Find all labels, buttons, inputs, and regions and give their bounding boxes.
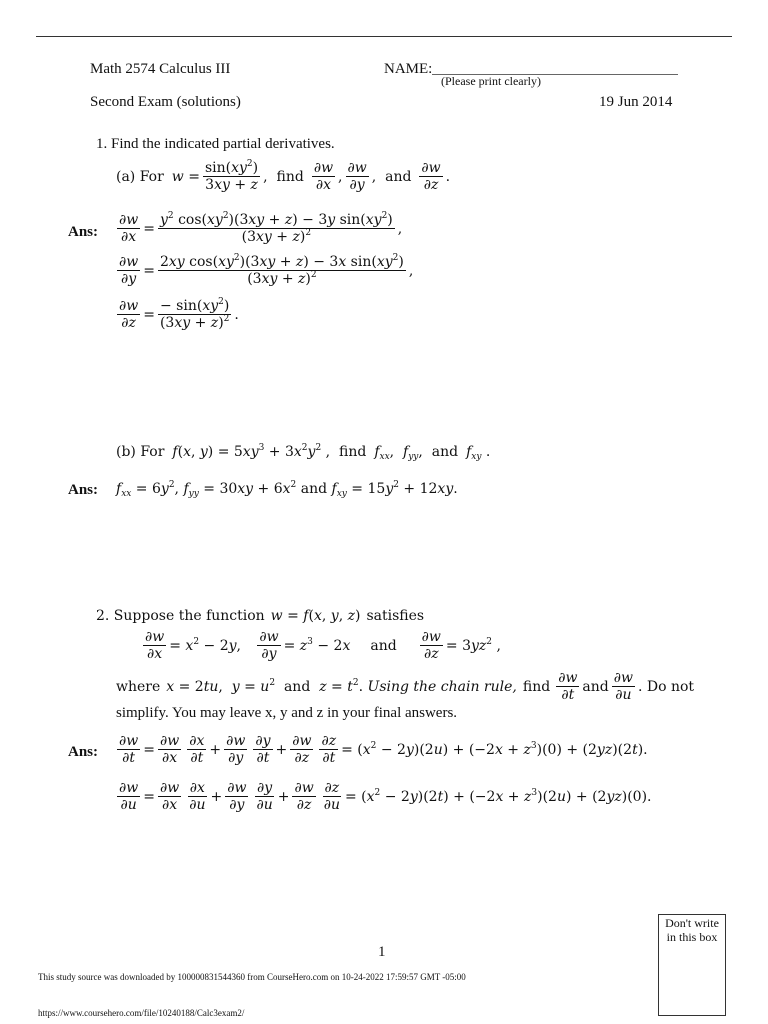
q2-simplify: simplify. You may leave x, y and z in your final answers. [116,705,458,721]
q1a-answer-dwdz: $\frac{\partial w}{\partial z}$ = $\frac{- \sin(xy^2)}{(3xy + z)^2}$ . [119,297,239,331]
q2-do-not: . Do not [637,678,695,695]
q2-where: where [116,678,161,695]
q2-satisfies: satisfies [366,608,425,624]
top-rule [36,36,732,37]
page-number: 1 [378,944,386,960]
q2-answer-label: Ans: [68,744,99,760]
q2-answer-dwdt: $\frac{\partial w}{\partial t}$ = $\frac{\partial w}{\partial x}$ $\frac{\partial x}{\partial t}$ + $\frac{\partial w}{\partial y}$ $\frac{\partial y}{\partial t}$ + $\frac{\partial w}{\partial z}$ $\frac{\partial z}{\partial t}$ = $(x^2 - 2y)(2u) + (-2x + z^3)(0) + (2yz)(2t)$. [119,733,648,766]
exam-title: Second Exam (solutions) [90,94,241,110]
q1a-find: find [276,168,304,185]
q1a-answer-dwdy: $\frac{\partial w}{\partial y}$ = $\frac{2xy \cos(xy^2)(3xy + z) - 3x \sin(xy^2)}{(3xy + z)^2}$ , [119,253,414,287]
q2-and: and [370,637,397,654]
q1a-statement: (a) For w = $\frac{\sin(xy^2)}{3xy + z}$ , find $\frac{\partial w}{\partial x}$ , $\frac{\partial w}{\partial y}$ , and $\frac{\partial w}{\partial z}$ . [116,159,451,193]
q2-given-partials: $\frac{\partial w}{\partial x}$ = $x^2 - 2y$, $\frac{\partial w}{\partial y}$ = $z^3 - 2x$ and $\frac{\partial w}{\partial z}$ = $3yz^2$ , [145,629,501,662]
grading-box-text-2: in this box [666,930,718,944]
exam-date: 19 Jun 2014 [599,94,673,110]
grading-box-text-1: Don't write [665,916,719,930]
source-url[interactable]: https://www.coursehero.com/file/10240188/Calc3exam2/ [38,1008,245,1018]
q2-substitutions: where x = 2tu, $y = u^2$ and $z = t^2$. Using the chain rule, find $\frac{\partial w}{\partial t}$ and $\frac{\partial w}{\partial u}$ . Do not [116,670,695,703]
name-label: NAME: [384,61,433,77]
course-title: Math 2574 Calculus III [90,61,231,77]
q1a-label: (a) For [116,168,164,185]
q1b-label: (b) For [116,444,165,460]
q2-chain-rule: Using the chain rule, [367,678,517,695]
q1a-answer-label: Ans: [68,224,99,240]
q2-intro-line: 2. Suppose the function w = f(x, y, z) satisfies [96,608,425,624]
q1b-answer-label: Ans: [68,482,99,498]
q1b-answer: $f_{xx} = 6y^2$, $f_{yy} = 30xy + 6x^2$ and $f_{xy} = 15y^2 + 12xy$. [116,480,458,499]
grading-box [658,914,726,1016]
q2-find: find [522,678,551,695]
q1b-statement: (b) For f(x, $y) = 5xy^3 + 3x^2y^2$ , find $f_{xx}$, $f_{yy}$, and $f_{xy}$ . [116,443,491,462]
q1b-and: and [431,444,459,460]
q2-intro: 2. Suppose the function [96,608,265,624]
q1b-find: find [339,444,367,460]
download-notice: This study source was downloaded by 100000831544360 from CourseHero.com on 10-24-2022 17:59:57 GMT -05:00 [38,972,466,982]
q1-intro: 1. Find the indicated partial derivatives. [96,136,335,152]
q1a-answer-dwdx: $\frac{\partial w}{\partial x}$ = $\frac{y^2 \cos(xy^2)(3xy + z) - 3y \sin(xy^2)}{(3xy + z)^2}$ , [119,211,403,245]
q2-answer-dwdu: $\frac{\partial w}{\partial u}$ = $\frac{\partial w}{\partial x}$ $\frac{\partial x}{\partial u}$ + $\frac{\partial w}{\partial y}$ $\frac{\partial y}{\partial u}$ + $\frac{\partial w}{\partial z}$ $\frac{\partial z}{\partial u}$ = $(x^2 - 2y)(2t) + (-2x + z^3)(2u) + (2yz)(0)$. [119,780,652,813]
print-hint: (Please print clearly) [441,74,541,88]
q1a-and: and [385,168,412,185]
